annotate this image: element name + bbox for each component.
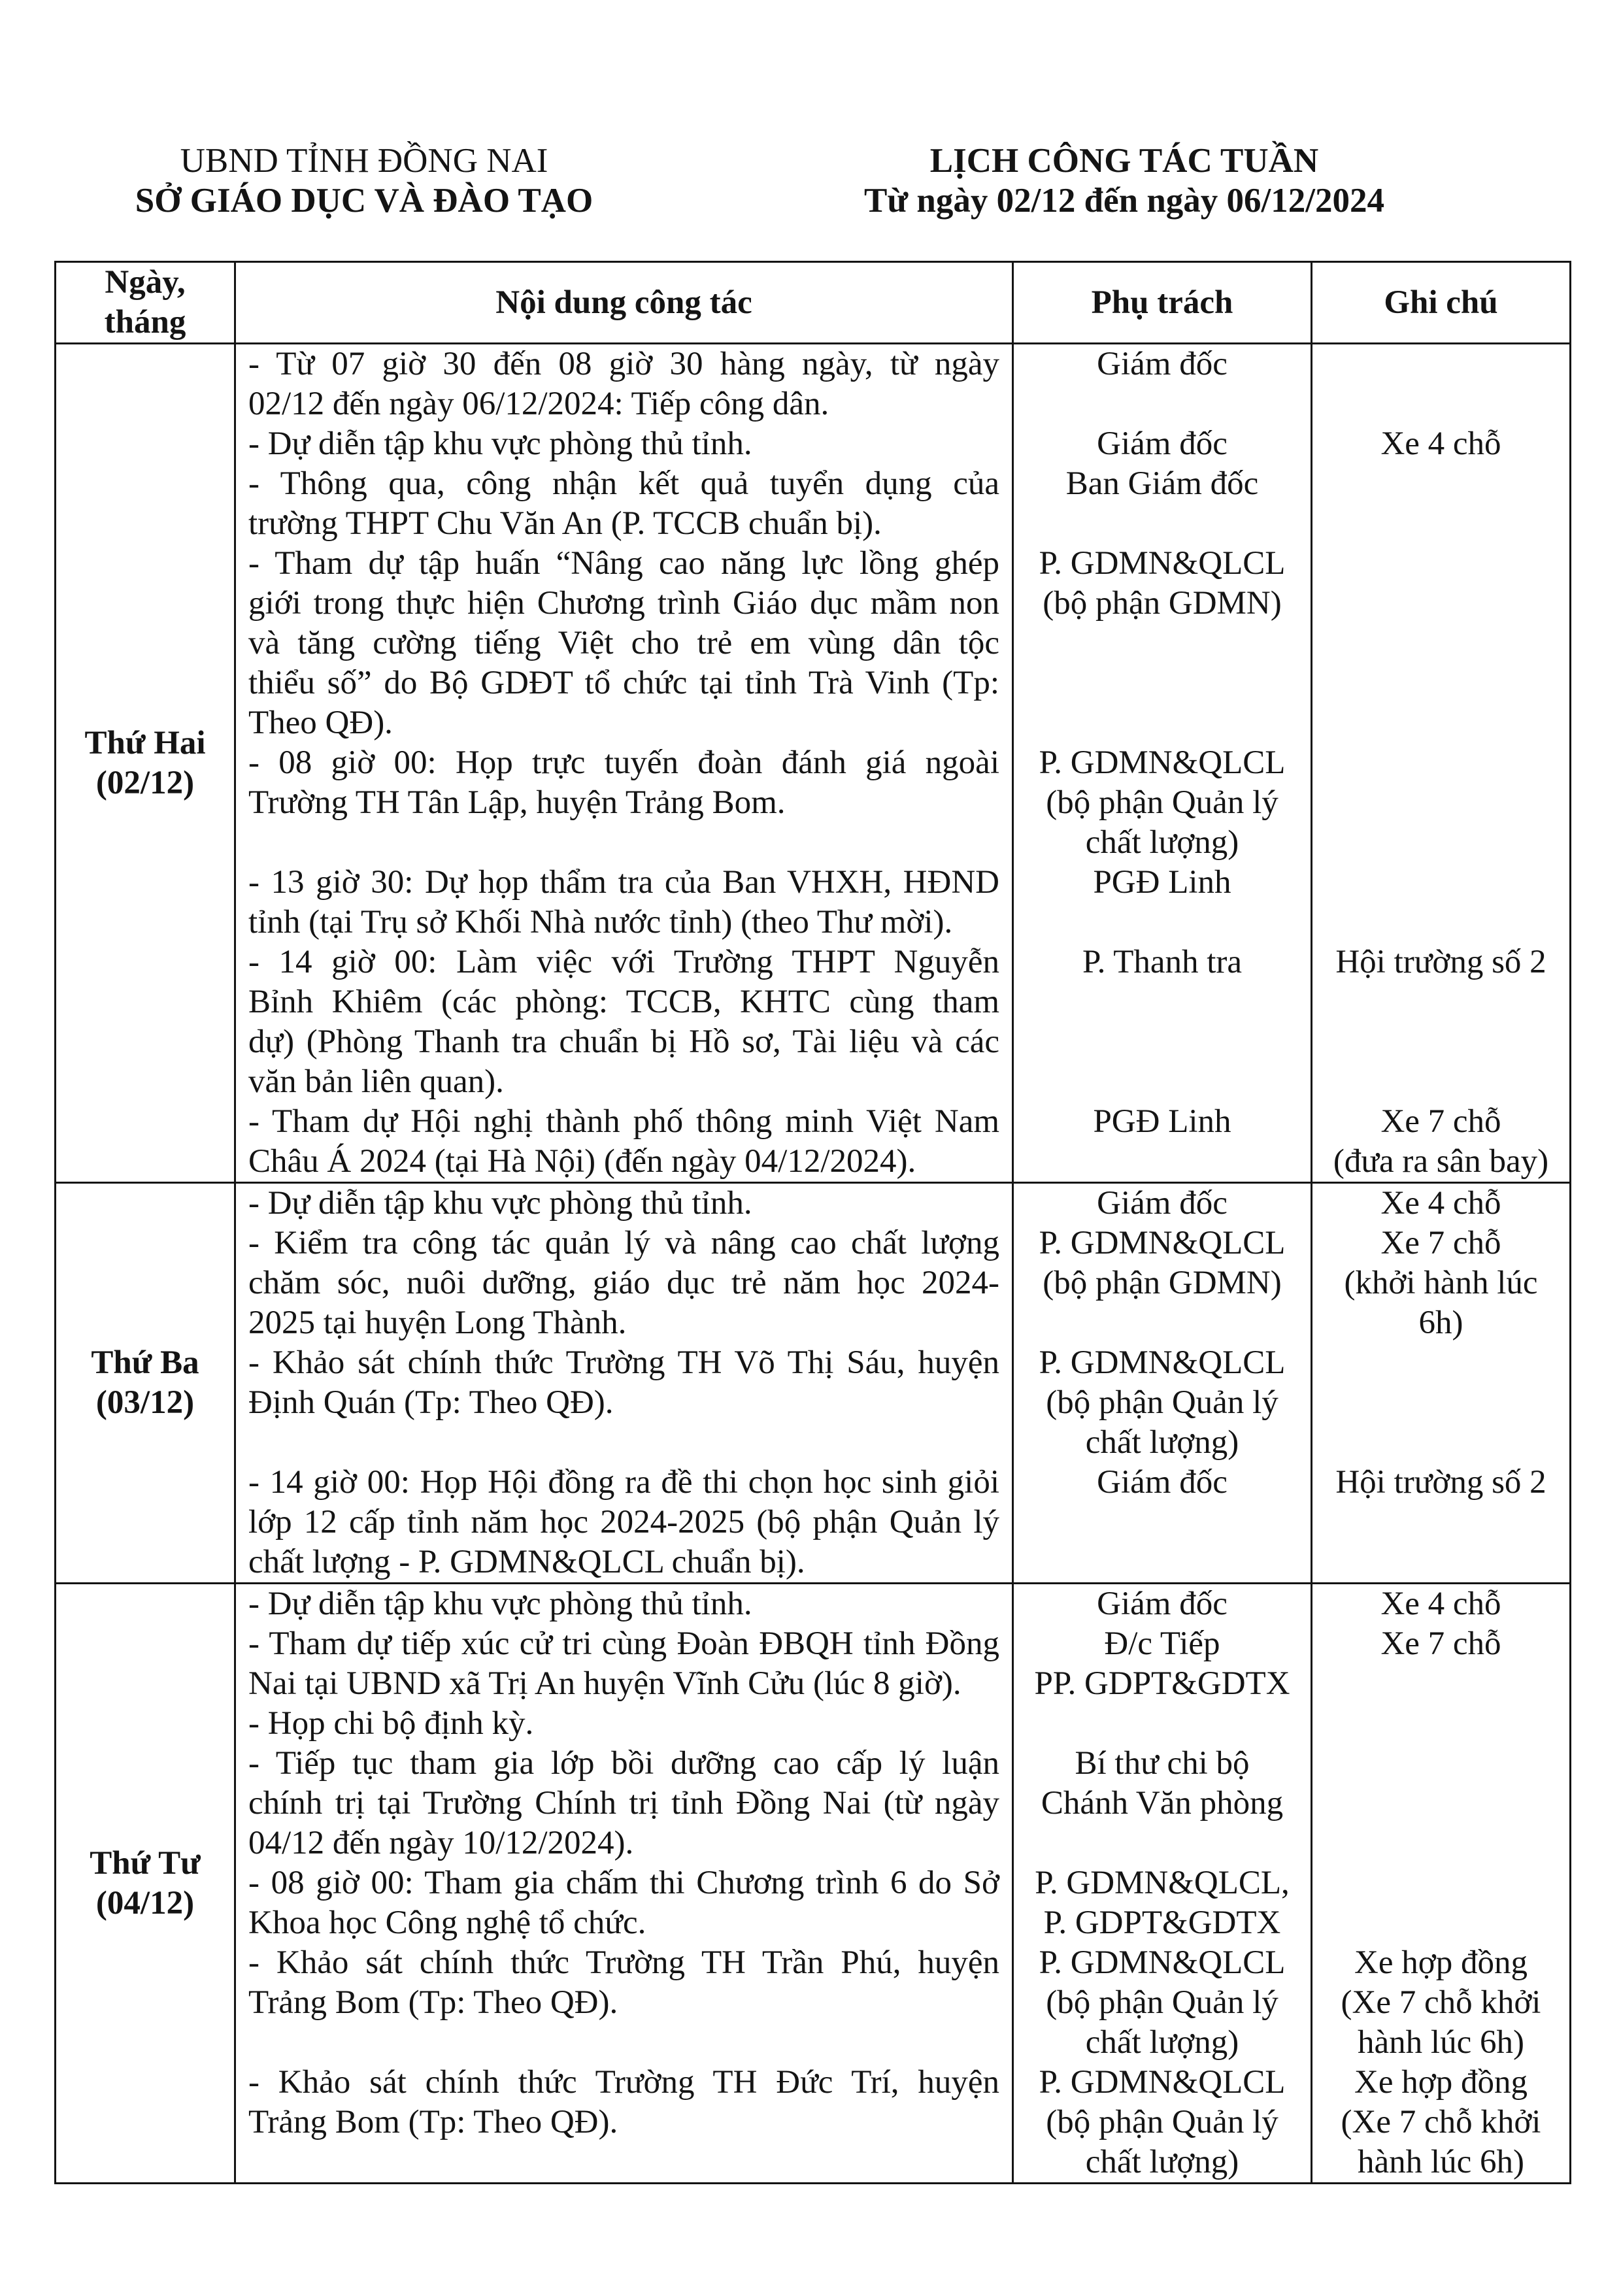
task-line: - Khảo sát chính thức Trường TH Trần Phú, huyện	[248, 1944, 999, 1981]
owner-line: (bộ phận GDMN)	[1043, 585, 1282, 622]
owner-line: (bộ phận Quản lý	[1046, 2104, 1278, 2140]
task-line: dự) (Phòng Thanh tra chuẩn bị Hồ sơ, Tài liệu và các	[248, 1023, 999, 1060]
schedule-body	[56, 342, 1569, 2182]
schedule-item	[234, 1102, 1569, 1182]
note-line: Xe 4 chỗ	[1380, 425, 1501, 462]
owner-line: P. GDMN&QLCL	[1039, 545, 1286, 582]
note-cell	[1311, 424, 1569, 464]
task-content-cell	[234, 464, 1012, 544]
owner-cell	[1012, 1744, 1311, 1863]
task-content-cell	[234, 424, 1012, 464]
note-line: hành lúc 6h)	[1358, 2024, 1524, 2061]
day-cell	[56, 344, 234, 1182]
owner-cell	[1012, 863, 1311, 942]
schedule-item	[234, 1744, 1569, 1863]
note-line: Hội trường số 2	[1335, 1464, 1546, 1501]
owner-cell	[1012, 1624, 1311, 1704]
task-line: - Dự diễn tập khu vực phòng thủ tỉnh.	[248, 1586, 752, 1622]
task-content-cell	[234, 2063, 1012, 2182]
column-header-note: Ghi chú	[1311, 263, 1569, 342]
task-line: - Họp chi bộ định kỳ.	[248, 1705, 534, 1742]
task-line: 04/12 đến ngày 10/12/2024).	[248, 1825, 634, 1861]
owner-line: Giám đốc	[1097, 346, 1228, 382]
owner-cell	[1012, 424, 1311, 464]
note-cell	[1311, 1584, 1569, 1624]
column-header-date	[56, 263, 234, 342]
owner-line: PGĐ Linh	[1093, 864, 1231, 901]
task-line: và tăng cường tiếng Việt cho trẻ em vùng dân tộc	[248, 625, 999, 661]
owner-line: P. GDMN&QLCL	[1039, 744, 1286, 781]
owner-line: Đ/c Tiếp	[1104, 1625, 1220, 1662]
task-line: - Tham dự tập huấn “Nâng cao năng lực lồng ghép	[248, 545, 999, 582]
owner-cell	[1012, 1223, 1311, 1343]
schedule-item	[234, 1584, 1569, 1624]
owner-cell	[1012, 544, 1311, 743]
task-content-cell	[234, 1184, 1012, 1223]
note-line: Xe 7 chỗ	[1380, 1225, 1501, 1261]
task-line: Bỉnh Khiêm (các phòng: TCCB, KHTC cùng tham	[248, 984, 999, 1020]
note-line: Hội trường số 2	[1335, 944, 1546, 980]
note-cell	[1311, 1704, 1569, 1744]
column-header-owner: Phụ trách	[1012, 263, 1311, 342]
task-content-cell	[234, 1943, 1012, 2063]
task-line: giới trong thực hiện Chương trình Giáo dục mầm non	[248, 585, 999, 622]
schedule-item	[234, 863, 1569, 942]
day-date: (03/12)	[95, 1384, 195, 1421]
task-line: - 13 giờ 30: Dự họp thẩm tra của Ban VHXH, HĐND	[248, 864, 999, 901]
day-items	[234, 344, 1569, 1182]
note-line: (đưa ra sân bay)	[1333, 1143, 1549, 1180]
day-cell	[56, 1184, 234, 1582]
task-line: văn bản liên quan).	[248, 1063, 504, 1100]
table-header-row	[56, 263, 1569, 342]
note-line: Xe 7 chỗ	[1380, 1625, 1501, 1662]
task-line: Theo QĐ).	[248, 705, 393, 741]
task-content-cell	[234, 863, 1012, 942]
owner-cell	[1012, 1343, 1311, 1463]
task-content-cell	[234, 1863, 1012, 1943]
note-line: (Xe 7 chỗ khởi	[1341, 2104, 1541, 2140]
day-name: Thứ Hai	[84, 724, 206, 761]
task-content-cell	[234, 1223, 1012, 1343]
schedule-item	[234, 942, 1569, 1102]
owner-cell	[1012, 464, 1311, 544]
note-cell	[1311, 863, 1569, 942]
owner-line: P. GDMN&QLCL	[1039, 1225, 1286, 1261]
task-content-cell	[234, 344, 1012, 424]
owner-line: Giám đốc	[1097, 425, 1228, 462]
task-line: - Từ 07 giờ 30 đến 08 giờ 30 hàng ngày, từ ngày	[248, 346, 999, 382]
owner-cell	[1012, 344, 1311, 424]
day-items	[234, 1584, 1569, 2182]
schedule-item	[234, 424, 1569, 464]
note-cell	[1311, 1744, 1569, 1863]
note-cell	[1311, 1624, 1569, 1704]
day-name: Thứ Ba	[91, 1344, 199, 1381]
owner-line: PP. GDPT&GDTX	[1034, 1665, 1290, 1702]
task-line: - Dự diễn tập khu vực phòng thủ tỉnh.	[248, 425, 752, 462]
day-section	[56, 1582, 1569, 2182]
owner-cell	[1012, 1102, 1311, 1182]
task-content-cell	[234, 1343, 1012, 1463]
day-items	[234, 1184, 1569, 1582]
task-content-cell	[234, 1624, 1012, 1704]
schedule-item	[234, 344, 1569, 424]
task-line: 2025 tại huyện Long Thành.	[248, 1305, 627, 1341]
schedule-item	[234, 2063, 1569, 2182]
day-name: Thứ Tư	[90, 1844, 201, 1882]
day-date: (02/12)	[95, 764, 195, 801]
owner-cell	[1012, 942, 1311, 1102]
owner-line: chất lượng)	[1085, 1424, 1239, 1461]
note-cell	[1311, 1223, 1569, 1343]
task-line: Định Quán (Tp: Theo QĐ).	[248, 1384, 614, 1421]
task-line: Trường TH Tân Lập, huyện Trảng Bom.	[248, 784, 786, 821]
schedule-item	[234, 464, 1569, 544]
task-line: tỉnh (tại Trụ sở Khối Nhà nước tỉnh) (theo Thư mời).	[248, 904, 953, 940]
owner-line: P. GDMN&QLCL	[1039, 2064, 1286, 2101]
task-line: - 14 giờ 00: Họp Hội đồng ra đề thi chọn học sinh giỏi	[248, 1464, 999, 1501]
schedule-period: Từ ngày 02/12 đến ngày 06/12/2024	[863, 182, 1384, 220]
owner-line: (bộ phận GDMN)	[1043, 1265, 1282, 1301]
task-line: lớp 12 cấp tỉnh năm học 2024-2025 (bộ phận Quản lý	[248, 1504, 999, 1540]
owner-line: PGĐ Linh	[1093, 1103, 1231, 1140]
task-content-cell	[234, 1463, 1012, 1582]
issuer-block	[70, 141, 658, 221]
owner-line: chất lượng)	[1085, 2144, 1239, 2180]
owner-cell	[1012, 743, 1311, 863]
task-line: 02/12 đến ngày 06/12/2024: Tiếp công dân.	[248, 386, 829, 422]
task-line: Khoa học Công nghệ tổ chức.	[248, 1905, 646, 1941]
task-line: Trảng Bom (Tp: Theo QĐ).	[248, 2104, 618, 2140]
task-content-cell	[234, 743, 1012, 863]
task-line: - Khảo sát chính thức Trường TH Đức Trí, huyện	[248, 2064, 999, 2101]
note-cell	[1311, 544, 1569, 743]
day-section	[56, 342, 1569, 1182]
day-cell	[56, 1584, 234, 2182]
owner-line: P. Thanh tra	[1082, 944, 1243, 980]
note-cell	[1311, 1463, 1569, 1582]
note-cell	[1311, 464, 1569, 544]
task-line: Trảng Bom (Tp: Theo QĐ).	[248, 1984, 618, 2021]
owner-line: Giám đốc	[1097, 1586, 1228, 1622]
task-line: chăm sóc, nuôi dưỡng, giáo dục trẻ năm học 2024-	[248, 1265, 999, 1301]
task-line: - 14 giờ 00: Làm việc với Trường THPT Nguyễn	[248, 944, 999, 980]
task-content-cell	[234, 544, 1012, 743]
note-cell	[1311, 1184, 1569, 1223]
column-header-date-line: tháng	[104, 304, 186, 341]
schedule-item	[234, 1343, 1569, 1463]
schedule-item	[234, 743, 1569, 863]
owner-line: P. GDMN&QLCL,	[1035, 1865, 1290, 1901]
owner-cell	[1012, 1704, 1311, 1744]
schedule-title: LỊCH CÔNG TÁC TUẦN	[929, 142, 1319, 180]
agency-name: UBND TỈNH ĐỒNG NAI	[180, 142, 548, 180]
note-line: Xe hợp đồng	[1354, 2064, 1528, 2101]
note-cell	[1311, 1943, 1569, 2063]
note-cell	[1311, 942, 1569, 1102]
title-block	[765, 141, 1484, 221]
schedule-item	[234, 1704, 1569, 1744]
task-line: - Kiểm tra công tác quản lý và nâng cao chất lượng	[248, 1225, 999, 1261]
owner-line: (bộ phận Quản lý	[1046, 1984, 1278, 2021]
owner-line: (bộ phận Quản lý	[1046, 784, 1278, 821]
task-content-cell	[234, 1102, 1012, 1182]
owner-line: Bí thư chi bộ	[1075, 1745, 1250, 1782]
task-line: chất lượng - P. GDMN&QLCL chuẩn bị).	[248, 1544, 805, 1580]
owner-line: P. GDPT&GDTX	[1043, 1905, 1281, 1941]
task-line: Nai tại UBND xã Trị An huyện Vĩnh Cửu (lúc 8 giờ).	[248, 1665, 961, 1702]
note-line: (khởi hành lúc	[1344, 1265, 1538, 1301]
schedule-item	[234, 1863, 1569, 1943]
note-cell	[1311, 1343, 1569, 1463]
note-line: Xe 4 chỗ	[1380, 1586, 1501, 1622]
task-line: - Thông qua, công nhận kết quả tuyển dụng của	[248, 465, 999, 502]
task-line: - Tiếp tục tham gia lớp bồi dưỡng cao cấp lý luận	[248, 1745, 999, 1782]
note-line: 6h)	[1418, 1305, 1463, 1341]
owner-line: P. GDMN&QLCL	[1039, 1344, 1286, 1381]
owner-line: chất lượng)	[1085, 2024, 1239, 2061]
schedule-item	[234, 544, 1569, 743]
owner-line: P. GDMN&QLCL	[1039, 1944, 1286, 1981]
task-content-cell	[234, 1704, 1012, 1744]
department-name: SỞ GIÁO DỤC VÀ ĐÀO TẠO	[135, 182, 593, 220]
task-line: chính trị tại Trường Chính trị tỉnh Đồng Nai (từ ngày	[248, 1785, 999, 1822]
owner-line: chất lượng)	[1085, 824, 1239, 861]
owner-cell	[1012, 1943, 1311, 2063]
schedule-item	[234, 1463, 1569, 1582]
owner-cell	[1012, 1584, 1311, 1624]
note-line: Xe hợp đồng	[1354, 1944, 1528, 1981]
task-line: - 08 giờ 00: Tham gia chấm thi Chương trình 6 do Sở	[248, 1865, 999, 1901]
task-line: trường THPT Chu Văn An (P. TCCB chuẩn bị).	[248, 505, 882, 542]
schedule-item	[234, 1184, 1569, 1223]
task-line: Châu Á 2024 (tại Hà Nội) (đến ngày 04/12/2024).	[248, 1143, 916, 1180]
note-line: Xe 4 chỗ	[1380, 1185, 1501, 1222]
note-cell	[1311, 743, 1569, 863]
note-line: Xe 7 chỗ	[1380, 1103, 1501, 1140]
owner-line: (bộ phận Quản lý	[1046, 1384, 1278, 1421]
owner-line: Giám đốc	[1097, 1185, 1228, 1222]
owner-cell	[1012, 1863, 1311, 1943]
note-line: hành lúc 6h)	[1358, 2144, 1524, 2180]
owner-cell	[1012, 1184, 1311, 1223]
task-content-cell	[234, 942, 1012, 1102]
day-date: (04/12)	[95, 1884, 195, 1922]
schedule-item	[234, 1943, 1569, 2063]
day-section	[56, 1182, 1569, 1582]
task-content-cell	[234, 1744, 1012, 1863]
note-cell	[1311, 344, 1569, 424]
schedule-table	[54, 261, 1571, 2184]
owner-line: Chánh Văn phòng	[1041, 1785, 1284, 1822]
schedule-item	[234, 1223, 1569, 1343]
owner-cell	[1012, 1463, 1311, 1582]
note-line: (Xe 7 chỗ khởi	[1341, 1984, 1541, 2021]
owner-line: Giám đốc	[1097, 1464, 1228, 1501]
owner-cell	[1012, 2063, 1311, 2182]
column-header-date-line: Ngày,	[105, 264, 186, 301]
column-header-content: Nội dung công tác	[234, 263, 1012, 342]
owner-line: Ban Giám đốc	[1065, 465, 1259, 502]
task-content-cell	[234, 1584, 1012, 1624]
schedule-item	[234, 1624, 1569, 1704]
note-cell	[1311, 2063, 1569, 2182]
note-cell	[1311, 1102, 1569, 1182]
note-cell	[1311, 1863, 1569, 1943]
task-line: - Dự diễn tập khu vực phòng thủ tỉnh.	[248, 1185, 752, 1222]
task-line: - Tham dự tiếp xúc cử tri cùng Đoàn ĐBQH tỉnh Đồng	[248, 1625, 999, 1662]
task-line: - Khảo sát chính thức Trường TH Võ Thị Sáu, huyện	[248, 1344, 999, 1381]
task-line: - 08 giờ 00: Họp trực tuyến đoàn đánh giá ngoài	[248, 744, 999, 781]
task-line: - Tham dự Hội nghị thành phố thông minh Việt Nam	[248, 1103, 999, 1140]
task-line: thiểu số” do Bộ GDĐT tổ chức tại tỉnh Trà Vinh (Tp:	[248, 665, 999, 701]
